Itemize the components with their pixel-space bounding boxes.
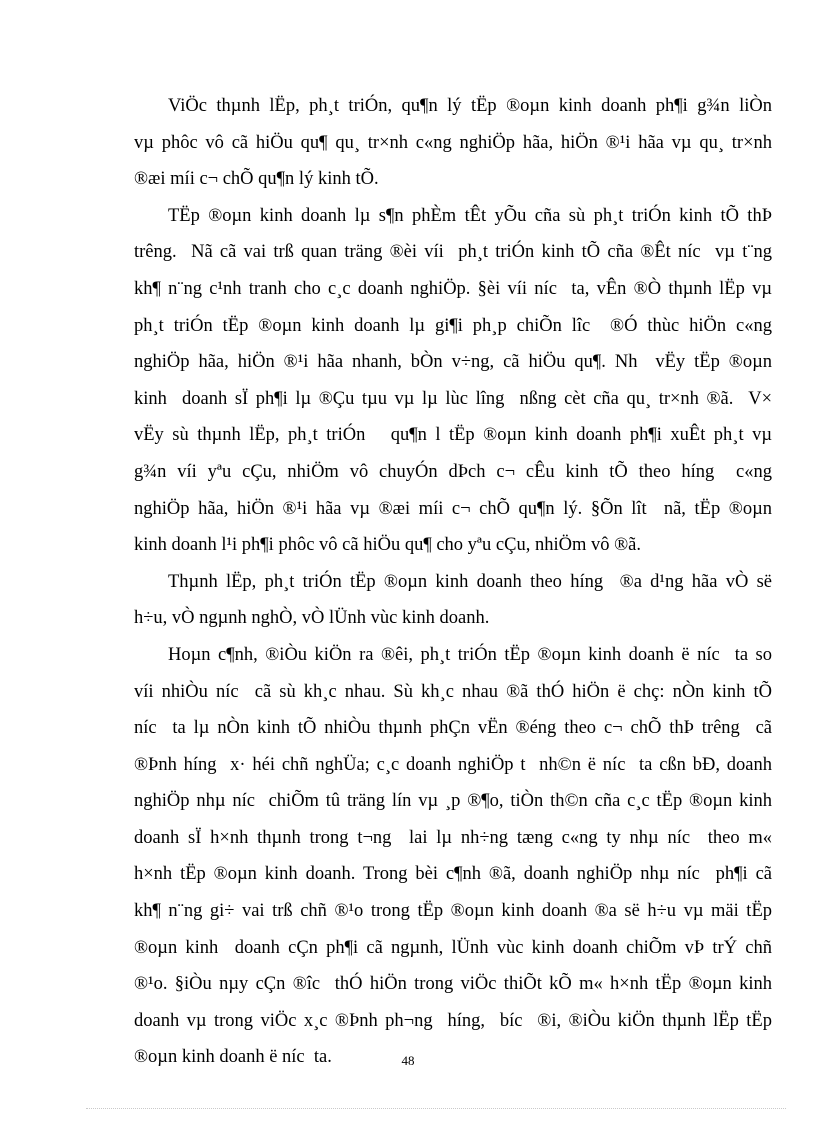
text-line: ph¸t triÓn tËp ®oµn kinh doanh lµ gi¶i ph¸p chiÕn lîc ®Ó thùc hiÖn c«ng [134, 315, 772, 336]
text-line: kinh doanh sÏ ph¶i lµ ®Çu tµu vµ lµ lùc lîng nßng cèt cña qu¸ tr×nh ®ã. V× [134, 388, 772, 409]
text-line: Hoµn c¶nh, ®iÒu kiÖn ra ®êi, ph¸t triÓn tËp ®oµn kinh doanh ë níc ta so [168, 644, 772, 665]
text-line: kh¶ n¨ng c¹nh tranh cho c¸c doanh nghiÖp. §èi víi níc ta, vÊn ®Ò thµnh lËp vµ [134, 278, 772, 299]
text-line: Thµnh lËp, ph¸t triÓn tËp ®oµn kinh doanh theo híng ®a d¹ng hãa vÒ së [168, 571, 772, 592]
text-line: trêng. Nã cã vai trß quan träng ®èi víi ph¸t triÓn kinh tÕ cña ®Êt níc vµ t¨ng [134, 242, 772, 263]
text-line: g¾n víi yªu cÇu, nhiÖm vô chuyÓn dÞch c¬ cÊu kinh tÕ theo híng c«ng [134, 461, 772, 482]
text-line: ViÖc thµnh lËp, ph¸t triÓn, qu¶n lý tËp ®oµn kinh doanh ph¶i g¾n liÒn [168, 96, 772, 116]
text-line: kinh doanh l¹i ph¶i phôc vô cã hiÖu qu¶ cho yªu cÇu, nhiÖm vô ®ã. [134, 535, 641, 556]
page-number: 48 [401, 1053, 415, 1068]
text-line: h×nh tËp ®oµn kinh doanh. Trong bèi c¶nh ®ã, doanh nghiÖp nhµ níc ph¶i cã [134, 864, 772, 885]
text-line: ®oµn kinh doanh ë níc ta. [134, 1047, 332, 1068]
text-line: ®¹o. §iÒu nµy cÇn ®îc thÓ hiÖn trong viÖc thiÕt kÕ m« h×nh tËp ®oµn kinh [134, 974, 772, 995]
text-line: doanh vµ trong viÖc x¸c ®Þnh ph¬ng híng, bíc ®i, ®iÒu kiÖn thµnh lËp tËp [134, 1010, 772, 1031]
text-line: doanh sÏ h×nh thµnh trong t¬ng lai lµ nh÷ng tæng c«ng ty nhµ níc theo m« [134, 827, 772, 848]
text-line: ®æi míi c¬ chÕ qu¶n lý kinh tÕ. [134, 169, 379, 190]
text-line: kh¶ n¨ng gi÷ vai trß chñ ®¹o trong tËp ®oµn kinh doanh ®a së h÷u vµ mäi tËp [134, 901, 772, 922]
body-text [134, 88, 772, 1076]
text-line: ®Þnh híng x· héi chñ nghÜa; c¸c doanh nghiÖp t nh©n ë níc ta cßn bÐ, doanh [134, 754, 772, 775]
text-line: h÷u, vÒ ngµnh nghÒ, vÒ lÜnh vùc kinh doanh. [134, 608, 490, 629]
text-line: víi nhiÒu níc cã sù kh¸c nhau. Sù kh¸c nhau ®ã thÓ hiÖn ë chç: nÒn kinh tÕ [134, 681, 772, 702]
text-line: vËy sù thµnh lËp, ph¸t triÓn qu¶n l tËp ®oµn kinh doanh ph¶i xuÊt ph¸t vµ [134, 425, 772, 446]
text-line: TËp ®oµn kinh doanh lµ s¶n phÈm tÊt yÕu cña sù ph¸t triÓn kinh tÕ thÞ [168, 205, 772, 226]
text-line: nghiÖp hãa, hiÖn ®¹i hãa nhanh, bÒn v÷ng, cã hiÖu qu¶. Nh vËy tËp ®oµn [134, 352, 772, 373]
page-bottom-divider [86, 1108, 786, 1109]
text-line: nghiÖp hãa, hiÖn ®¹i hãa vµ ®æi míi c¬ chÕ qu¶n lý. §Õn lît nã, tËp ®oµn [134, 498, 772, 519]
text-line: vµ phôc vô cã hiÖu qu¶ qu¸ tr×nh c«ng nghiÖp hãa, hiÖn ®¹i hãa vµ qu¸ tr×nh [134, 132, 772, 153]
text-line: ®oµn kinh doanh cÇn ph¶i cã ngµnh, lÜnh vùc kinh doanh chiÕm vÞ trÝ chñ [134, 937, 772, 958]
text-line: níc ta lµ nÒn kinh tÕ nhiÒu thµnh phÇn vËn ®éng theo c¬ chÕ thÞ trêng cã [134, 718, 772, 739]
text-line: nghiÖp nhµ níc chiÕm tû träng lín vµ ¸p ®¶o, tiÒn th©n cña c¸c tËp ®oµn kinh [134, 791, 772, 812]
